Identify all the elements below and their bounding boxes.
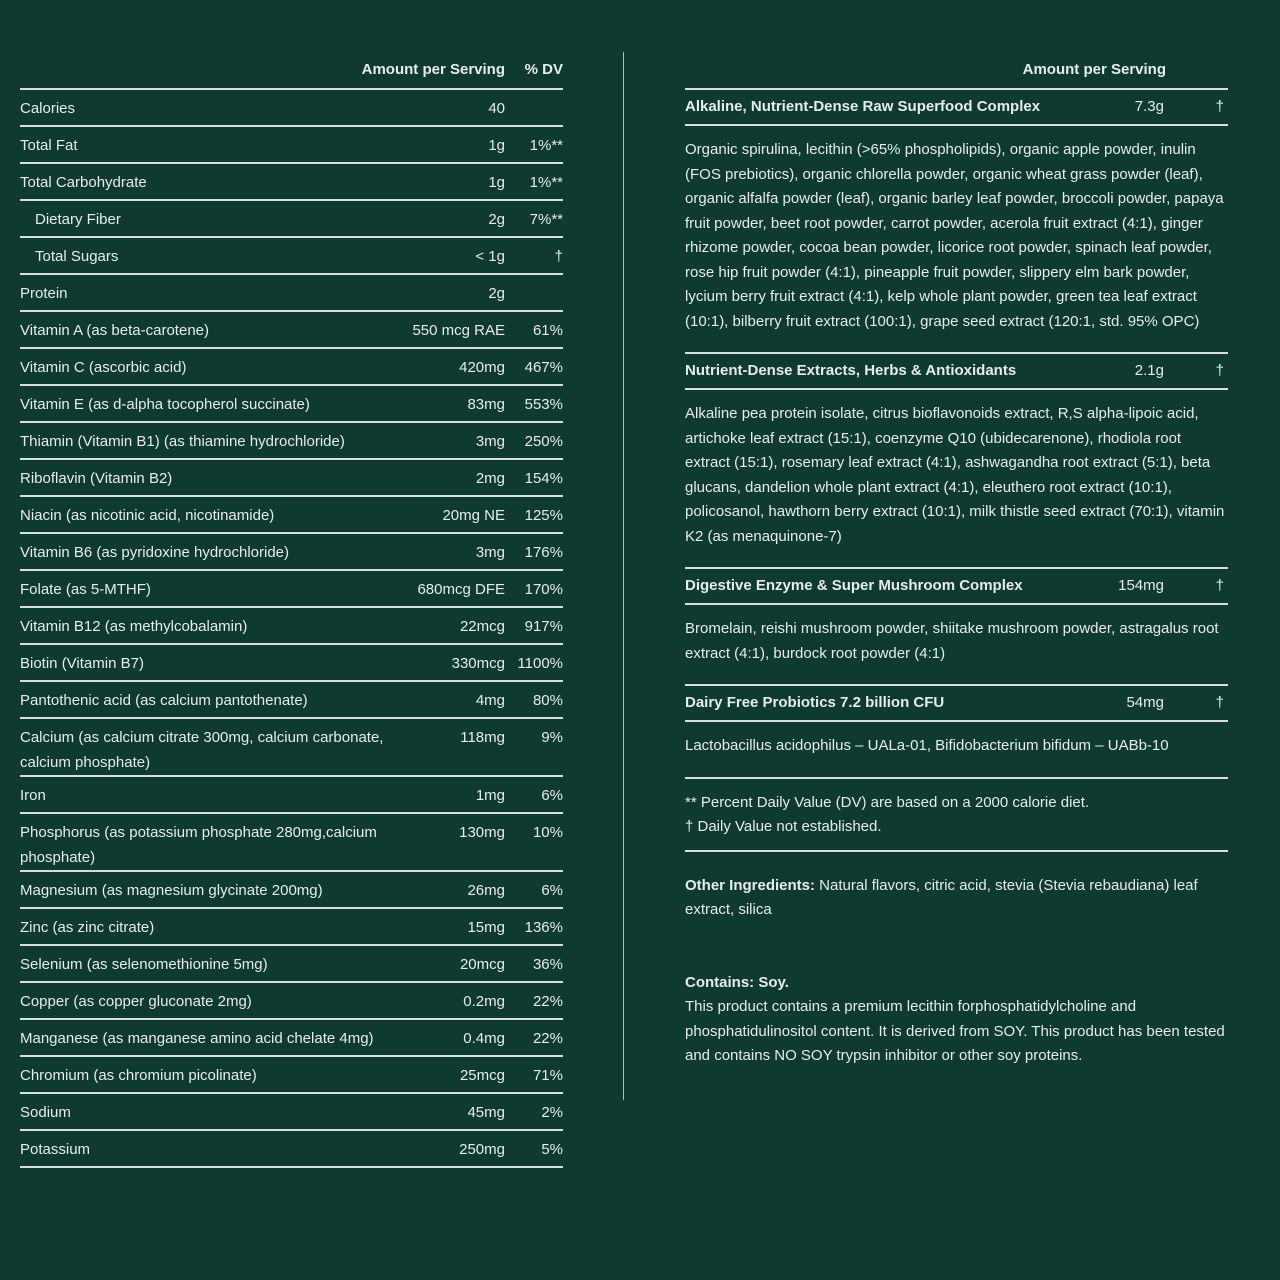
nutrient-amount: 0.4mg (463, 1030, 505, 1047)
nutrient-name: Chromium (as chromium picolinate) (20, 1067, 257, 1084)
nutrient-row (20, 127, 563, 164)
nutrient-dv: 22% (532, 1030, 563, 1047)
nutrient-name: Magnesium (as magnesium glycinate 200mg) (20, 882, 323, 899)
nutrient-row (20, 814, 563, 872)
other-ingredients (685, 852, 1228, 923)
nutrient-row (20, 645, 563, 682)
nutrient-dv: 2% (541, 1104, 563, 1121)
nutrient-amount: 130mg (459, 824, 505, 841)
nutrient-row (20, 460, 563, 497)
nutrient-name: Total Fat (20, 137, 78, 154)
section-title (685, 88, 1228, 126)
ingredients-panel (685, 52, 1228, 1069)
nutrient-row (20, 909, 563, 946)
nutrient-dv: 917% (524, 618, 563, 635)
dv-footnote: ** Percent Daily Value (DV) are based on a 2000 calorie diet. (685, 793, 1090, 811)
amount-per-serving-header: Amount per Serving (1022, 61, 1166, 78)
nutrient-name: Biotin (Vitamin B7) (20, 655, 144, 672)
nutrient-name: Calories (20, 100, 76, 117)
nutrient-row (20, 238, 563, 275)
nutrient-dv: 6% (541, 882, 563, 899)
nutrient-dv: 22% (532, 993, 563, 1010)
nutrient-dv: 170% (524, 581, 563, 598)
nutrient-amount: 0.2mg (463, 993, 505, 1010)
allergen-statement (685, 923, 1228, 1069)
nutrient-row (20, 386, 563, 423)
nutrient-name: Sodium (20, 1104, 71, 1121)
nutrient-row (20, 719, 563, 777)
section-dagger: † (1215, 577, 1224, 594)
section-amount: 54mg (1126, 694, 1164, 711)
nutrient-row (20, 201, 563, 238)
section-name: Digestive Enzyme & Super Mushroom Complex (685, 577, 1023, 594)
section-title (685, 684, 1228, 722)
nutrient-dv: 250% (524, 433, 563, 450)
nutrient-name: Riboflavin (Vitamin B2) (20, 470, 173, 487)
nutrient-name: Pantothenic acid (as calcium pantothenate) (20, 692, 308, 709)
nutrient-row (20, 349, 563, 386)
nutrient-dv: 61% (532, 322, 563, 339)
nutrient-name: Potassium (20, 1141, 91, 1158)
nutrient-row (20, 946, 563, 983)
nutrient-row (20, 1094, 563, 1131)
nutrient-row (20, 275, 563, 312)
nutrient-amount: 20mg NE (442, 507, 505, 524)
section-ingredients: Lactobacillus acidophilus – UALa-01, Bifidobacterium bifidum – UABb-10 (685, 737, 1169, 754)
section-amount: 7.3g (1134, 98, 1164, 115)
nutrient-dv: 1%** (529, 137, 563, 154)
nutrient-amount: 40 (488, 100, 505, 117)
nutrient-name: Folate (as 5-MTHF) (20, 581, 151, 598)
nutrient-name: Total Sugars (35, 248, 119, 265)
section-amount: 2.1g (1134, 362, 1164, 379)
section-dagger: † (1215, 362, 1224, 379)
dv-header: % DV (524, 61, 563, 78)
dagger-footnote: † Daily Value not established. (685, 818, 882, 835)
section-dagger: † (1215, 694, 1224, 711)
nutrient-name: Zinc (as zinc citrate) (20, 919, 155, 936)
section-name: Alkaline, Nutrient-Dense Raw Superfood Complex (685, 98, 1041, 115)
contains-label: Contains: Soy. (685, 973, 789, 991)
nutrient-amount: 250mg (459, 1141, 505, 1158)
nutrient-dv: 136% (524, 919, 563, 936)
nutrient-dv: 6% (541, 787, 563, 804)
nutrient-amount: 26mg (467, 882, 505, 899)
nutrient-amount: 118mg (460, 729, 505, 746)
nutrient-name: Vitamin B6 (as pyridoxine hydrochloride) (20, 544, 290, 561)
ingredient-sections (685, 88, 1228, 777)
nutrient-amount: 15mg (467, 919, 505, 936)
nutrient-dv: 71% (532, 1067, 563, 1084)
nutrient-name: Vitamin B12 (as methylcobalamin) (20, 618, 248, 635)
other-ingredients-text: Natural flavors, citric acid, stevia (Stevia rebaudiana) leaf extract, silica (685, 876, 1198, 918)
nutrient-row (20, 1131, 563, 1168)
nutrient-name: Copper (as copper gluconate 2mg) (20, 993, 252, 1010)
nutrient-row (20, 682, 563, 719)
nutrient-row (20, 164, 563, 201)
nutrient-dv: † (554, 248, 563, 265)
section-name: Dairy Free Probiotics 7.2 billion CFU (685, 694, 945, 711)
column-divider (623, 52, 624, 1100)
nutrient-amount: 1mg (475, 787, 505, 804)
nutrient-dv: 5% (541, 1141, 563, 1158)
nutrient-amount: 680mcg DFE (417, 581, 505, 598)
nutrient-dv: 9% (541, 729, 563, 746)
nutrient-amount: 22mcg (459, 618, 505, 635)
nutrient-name: Thiamin (Vitamin B1) (as thiamine hydrochloride) (20, 433, 345, 450)
nutrient-amount: 2g (488, 285, 505, 302)
nutrient-amount: 3mg (475, 544, 505, 561)
nutrient-row (20, 534, 563, 571)
nutrient-amount: 25mcg (459, 1067, 505, 1084)
nutrient-dv: 154% (524, 470, 563, 487)
section-dagger: † (1215, 98, 1224, 115)
nutrient-dv: 36% (532, 956, 563, 973)
section-ingredients: Bromelain, reishi mushroom powder, shiitake mushroom powder, astragalus root extract (4:1), burdock root powder (4:1) (685, 620, 1219, 662)
nutrient-name: Vitamin E (as d-alpha tocopherol succinate) (20, 396, 310, 413)
nutrient-name: Vitamin A (as beta-carotene) (20, 322, 209, 339)
nutrient-table (20, 52, 563, 1168)
nutrient-name: Calcium (as calcium citrate 300mg, calcium carbonate, calcium phosphate) (20, 729, 384, 771)
nutrient-name: Total Carbohydrate (20, 174, 147, 191)
section-ingredients: Organic spirulina, lecithin (>65% phospholipids), organic apple powder, inulin (FOS prebiotics), organic chlorella powder, organic wheat grass powder (leaf), organic alfalfa powder (leaf), organic barley leaf powder, broccoli powder, papaya fruit powder, beet root powder, carrot powder, acerola fruit extract (4:1), ginger rhizome powder, cocoa bean powder, licorice root powder, spinach leaf powder, rose hip fruit powder (4:1), pineapple fruit powder, slippery elm bark powder, lycium berry fruit extract (4:1), kelp whole plant powder, green tea leaf extract (10:1), bilberry fruit extract (100:1), grape seed extract (120:1, std. 95% OPC) (685, 141, 1224, 330)
nutrient-dv: 7%** (529, 211, 563, 228)
nutrient-dv: 1100% (517, 655, 563, 672)
nutrient-row (20, 423, 563, 460)
nutrient-row (20, 90, 563, 127)
nutrient-amount: 20mcg (459, 956, 505, 973)
nutrient-rows (20, 90, 563, 1168)
nutrient-row (20, 497, 563, 534)
nutrient-amount: 45mg (467, 1104, 505, 1121)
nutrient-name: Phosphorus (as potassium phosphate 280mg,calcium phosphate) (20, 824, 377, 866)
nutrient-amount: 330mcg (451, 655, 505, 672)
nutrient-name: Iron (20, 787, 46, 804)
section-name: Nutrient-Dense Extracts, Herbs & Antioxidants (685, 362, 1017, 379)
nutrient-dv: 1%** (529, 174, 563, 191)
footnotes (685, 777, 1228, 852)
nutrient-amount: < 1g (475, 248, 505, 265)
section-ingredients: Alkaline pea protein isolate, citrus bioflavonoids extract, R,S alpha-lipoic acid, artichoke leaf extract (15:1), coenzyme Q10 (ubidecarenone), rhodiola root extract (15:1), rosemary leaf extract (4:1), ashwagandha root extract (5:1), beta glucans, dandelion whole plant extract (4:1), eleuthero root extract (10:1), policosanol, hawthorn berry extract (10:1), milk thistle seed extract (70:1), vitamin K2 (as menaquinone-7) (685, 405, 1225, 545)
nutrient-amount: 2g (488, 211, 505, 228)
nutrient-dv: 553% (524, 396, 563, 413)
nutrient-name: Manganese (as manganese amino acid chelate 4mg) (20, 1030, 374, 1047)
nutrient-amount: 83mg (467, 396, 505, 413)
nutrient-row (20, 608, 563, 645)
nutrient-dv: 176% (524, 544, 563, 561)
nutrient-amount: 4mg (475, 692, 505, 709)
nutrient-amount: 3mg (475, 433, 505, 450)
nutrient-row (20, 872, 563, 909)
nutrient-row (20, 571, 563, 608)
nutrient-name: Vitamin C (ascorbic acid) (20, 359, 187, 376)
nutrient-amount: 420mg (459, 359, 505, 376)
nutrient-name: Niacin (as nicotinic acid, nicotinamide) (20, 507, 275, 524)
nutrient-dv: 467% (524, 359, 563, 376)
section-title (685, 352, 1228, 390)
contains-text: This product contains a premium lecithin forphosphatidylcholine and phosphatidulinositol content. It is derived from SOY. This product has been tested and contains NO SOY trypsin inhibitor or other soy proteins. (685, 998, 1225, 1064)
nutrient-dv: 125% (524, 507, 563, 524)
nutrient-name: Protein (20, 285, 68, 302)
nutrient-amount: 2mg (475, 470, 505, 487)
nutrient-amount: 550 mcg RAE (412, 322, 505, 339)
nutrient-name: Dietary Fiber (35, 211, 121, 228)
ingredients-header (685, 52, 1228, 88)
section-title (685, 567, 1228, 605)
nutrient-row (20, 983, 563, 1020)
nutrient-amount: 1g (488, 174, 505, 191)
section-amount: 154mg (1118, 577, 1164, 594)
nutrient-name: Selenium (as selenomethionine 5mg) (20, 956, 268, 973)
nutrient-dv: 80% (532, 692, 563, 709)
nutrient-dv: 10% (532, 824, 563, 841)
nutrient-row (20, 1020, 563, 1057)
nutrient-row (20, 1057, 563, 1094)
nutrient-row (20, 312, 563, 349)
nutrient-table-header (20, 52, 563, 90)
nutrient-row (20, 777, 563, 814)
other-ingredients-label: Other Ingredients: (685, 876, 816, 894)
amount-per-serving-header: Amount per Serving (361, 61, 505, 78)
nutrient-amount: 1g (488, 137, 505, 154)
